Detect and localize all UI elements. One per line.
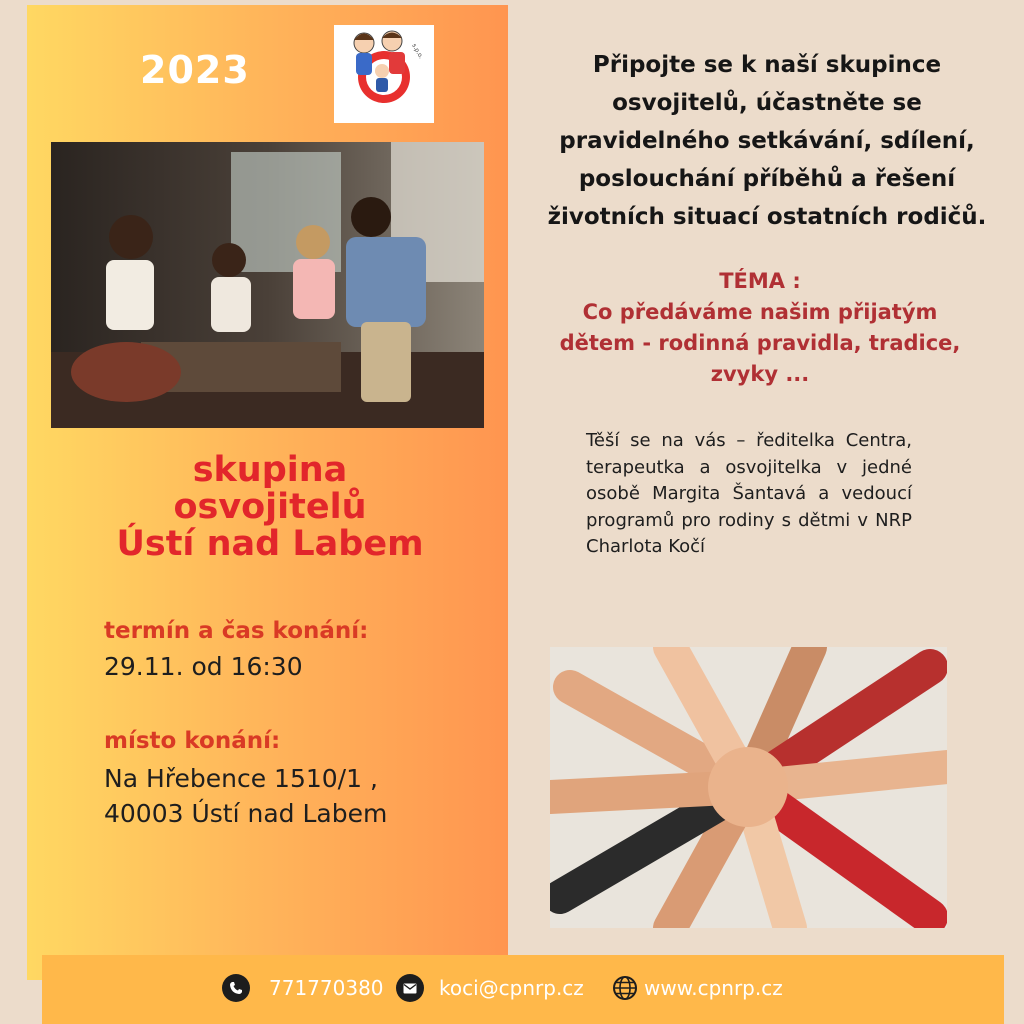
theme-line: zvyky ... bbox=[710, 362, 810, 386]
phone-number: 771770380 bbox=[269, 976, 384, 1000]
hands-photo bbox=[550, 647, 947, 928]
invitation-line: Připojte se k naší skupince bbox=[592, 52, 942, 78]
group-title bbox=[60, 452, 480, 563]
invitation-text bbox=[518, 46, 1016, 236]
theme-label: TÉMA : bbox=[719, 269, 801, 293]
meeting-photo bbox=[51, 142, 484, 428]
year-heading: 2023 bbox=[140, 48, 250, 92]
email-contact[interactable] bbox=[396, 974, 584, 1002]
group-title-line: osvojitelů bbox=[173, 487, 367, 527]
event-place-label: místo konání: bbox=[104, 728, 281, 754]
email-icon bbox=[396, 974, 424, 1002]
invitation-line: životních situací ostatních rodičů. bbox=[547, 204, 987, 230]
adoptive-family-logo-icon bbox=[354, 31, 410, 103]
invitation-line: pravidelného setkávání, sdílení, bbox=[559, 128, 975, 154]
phone-icon bbox=[222, 974, 250, 1002]
event-time-value: 29.11. od 16:30 bbox=[104, 652, 303, 681]
theme-line: dětem - rodinná pravidla, tradice, bbox=[559, 331, 961, 355]
invitation-line: osvojitelů, účastněte se bbox=[612, 90, 922, 116]
theme-block bbox=[545, 266, 975, 390]
event-address-line: 40003 Ústí nad Labem bbox=[104, 799, 388, 828]
globe-icon bbox=[612, 975, 638, 1001]
website-url: www.cpnrp.cz bbox=[644, 976, 783, 1000]
web-contact[interactable] bbox=[612, 974, 783, 1002]
email-address: koci@cpnrp.cz bbox=[439, 976, 584, 1000]
svg-text:s.p.o.: s.p.o. bbox=[410, 42, 425, 61]
organization-logo bbox=[334, 25, 434, 123]
hosts-text: Těší se na vás – ředitelka Centra, terapeutka a osvojitelka v jedné osobě Margita Šantavá a vedoucí programů pro rodiny s dětmi v NRP Charlota Kočí bbox=[586, 430, 912, 557]
group-title-line: Ústí nad Labem bbox=[116, 524, 424, 564]
invitation-line: poslouchání příběhů a řešení bbox=[578, 166, 956, 192]
event-time-label: termín a čas konání: bbox=[104, 618, 369, 644]
theme-line: Co předáváme našim přijatým bbox=[582, 300, 938, 324]
phone-contact[interactable] bbox=[222, 974, 384, 1002]
event-address-line: Na Hřebence 1510/1 , bbox=[104, 764, 378, 793]
group-title-line: skupina bbox=[192, 450, 348, 490]
